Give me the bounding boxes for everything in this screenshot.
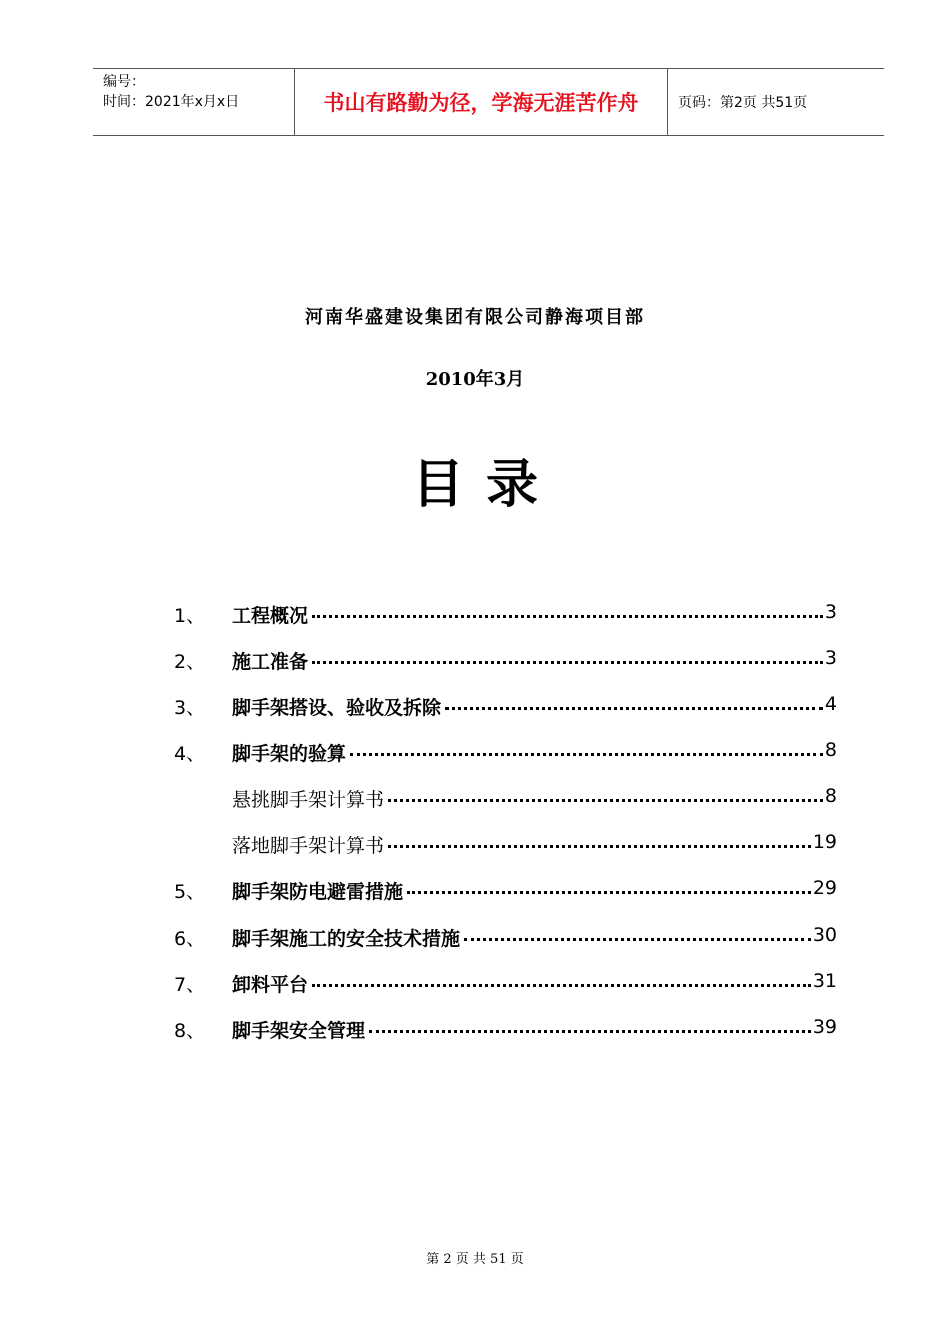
toc-item[interactable] <box>0 601 950 631</box>
toc-item-page: 3 <box>824 647 837 669</box>
toc-leader-dots <box>312 984 811 987</box>
toc-leader-dots <box>388 845 811 848</box>
header-page-cell <box>668 69 884 135</box>
header-motto: 书山有路勤为径，学海无涯苦作舟 <box>323 90 639 115</box>
toc-item-number: 8、 <box>174 1020 206 1042</box>
toc-item-page: 39 <box>812 1016 837 1038</box>
toc-leader-dots <box>407 891 811 894</box>
toc-item[interactable] <box>0 1016 950 1046</box>
toc-item-text: 卸料平台 <box>232 974 309 996</box>
header-time-label: 时间：2021年x月x日 <box>103 94 240 110</box>
toc-item-text: 脚手架防电避雷措施 <box>232 881 404 903</box>
toc-item[interactable] <box>0 647 950 677</box>
header-number-label: 编号： <box>103 74 145 90</box>
toc-item[interactable] <box>0 785 950 815</box>
document-date: 2010年3月 <box>425 369 525 390</box>
toc-item-page: 4 <box>824 693 837 715</box>
page-footer: 第 2 页 共 51 页 <box>426 1252 524 1267</box>
toc-item[interactable] <box>0 924 950 954</box>
toc-item[interactable] <box>0 970 950 1000</box>
toc-item-text: 脚手架搭设、验收及拆除 <box>232 697 442 719</box>
toc-item-text: 脚手架施工的安全技术措施 <box>232 928 461 950</box>
toc-item-text: 落地脚手架计算书 <box>232 835 385 857</box>
toc-leader-dots <box>312 661 823 664</box>
toc-item[interactable] <box>0 693 950 723</box>
toc-item-page: 8 <box>824 785 837 807</box>
toc-item-text: 脚手架的验算 <box>232 743 347 765</box>
toc-leader-dots <box>369 1030 811 1033</box>
toc-item[interactable] <box>0 877 950 907</box>
toc-item[interactable] <box>0 739 950 769</box>
toc-leader-dots <box>445 707 823 710</box>
toc-item-text: 脚手架安全管理 <box>232 1020 366 1042</box>
toc-item-number: 1、 <box>174 605 206 627</box>
toc-item-page: 8 <box>824 739 837 761</box>
toc-title: 目录 <box>411 455 560 515</box>
header-meta <box>93 69 295 135</box>
toc-item-text: 施工准备 <box>232 651 309 673</box>
toc-item-page: 19 <box>812 831 837 853</box>
header-page-label: 页码：第2页 共51页 <box>678 95 808 111</box>
toc-item-page: 31 <box>812 970 837 992</box>
toc-item-number: 3、 <box>174 697 206 719</box>
page-header <box>93 68 884 136</box>
toc-item-text: 悬挑脚手架计算书 <box>232 789 385 811</box>
toc-item-text: 工程概况 <box>232 605 309 627</box>
toc-item-number: 5、 <box>174 881 206 903</box>
toc-leader-dots <box>350 753 823 756</box>
toc-item[interactable] <box>0 831 950 861</box>
toc-item-page: 3 <box>824 601 837 623</box>
toc-item-number: 4、 <box>174 743 206 765</box>
toc-item-number: 6、 <box>174 928 206 950</box>
toc-leader-dots <box>464 938 811 941</box>
toc-item-number: 7、 <box>174 974 206 996</box>
toc-leader-dots <box>312 615 823 618</box>
toc-item-number: 2、 <box>174 651 206 673</box>
toc-item-page: 29 <box>812 877 837 899</box>
organization-name: 河南华盛建设集团有限公司静海项目部 <box>305 307 645 328</box>
toc-item-page: 30 <box>812 924 837 946</box>
header-motto-cell <box>295 69 668 135</box>
toc-leader-dots <box>388 799 823 802</box>
